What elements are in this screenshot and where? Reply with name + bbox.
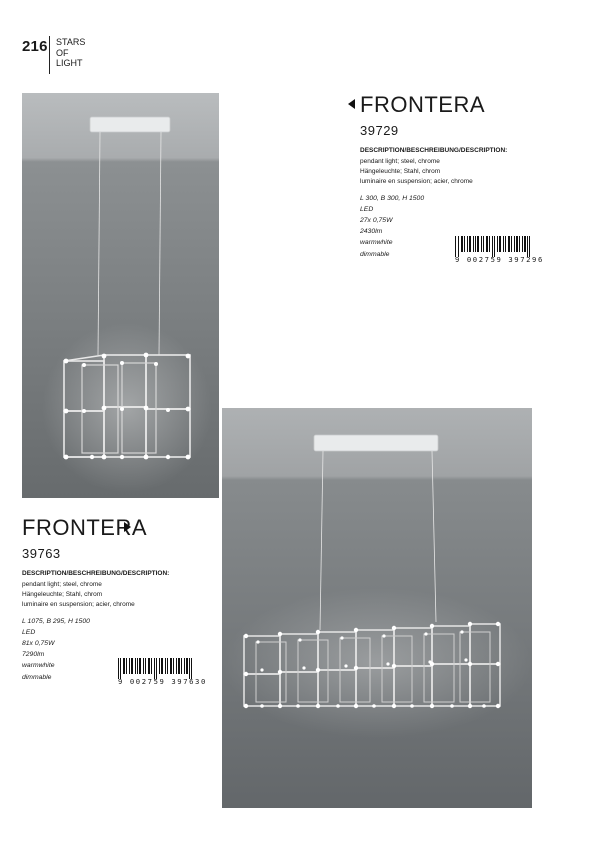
description-heading: DESCRIPTION/BESCHREIBUNG/DESCRIPTION: (22, 570, 170, 577)
spec-dimensions: L 1075, B 295, H 1500 (22, 618, 90, 625)
description-line: Hängeleuchte; Stahl, chrom (360, 168, 441, 175)
spec-light-source: LED (360, 206, 374, 213)
product-title: FRONTERA (360, 92, 485, 117)
barcode-bars-icon (455, 236, 544, 254)
product-sku: 39763 (22, 546, 61, 561)
description-heading: DESCRIPTION/BESCHREIBUNG/DESCRIPTION: (360, 147, 508, 154)
spec-wattage: 27x 0,75W (360, 217, 393, 224)
pendant-linear-illustration (222, 408, 532, 808)
barcode-digits: 9 002759 397296 (455, 255, 544, 264)
spec-wattage: 81x 0,75W (22, 640, 55, 647)
barcode (118, 658, 207, 686)
section-title-line: OF (56, 47, 69, 58)
page-number: 216 (22, 38, 48, 55)
header-divider (49, 36, 50, 74)
barcode (455, 236, 544, 264)
section-title-line: LIGHT (56, 58, 83, 68)
barcode-digits: 9 002759 397630 (118, 677, 207, 686)
section-title-line: STARS (56, 37, 86, 47)
spec-lumen: 2430lm (360, 228, 383, 235)
description-line: pendant light; steel, chrome (22, 581, 102, 588)
description-line: luminaire en suspension; acier, chrome (22, 601, 135, 608)
product-title: FRONTERA (22, 515, 147, 540)
spec-color-temp: warmwhite (22, 662, 55, 669)
barcode-bars-icon (118, 658, 207, 676)
description-line: luminaire en suspension; acier, chrome (360, 178, 473, 185)
spec-lumen: 7290lm (22, 651, 45, 658)
spec-color-temp: warmwhite (360, 239, 393, 246)
description-line: Hängeleuchte; Stahl, chrom (22, 591, 103, 598)
product-sku: 39729 (360, 123, 399, 138)
spec-dimensions: L 300, B 300, H 1500 (360, 195, 425, 202)
spec-dimmable: dimmable (22, 674, 52, 681)
product-photo-39763 (222, 408, 532, 808)
section-title (56, 37, 85, 69)
arrow-left-icon (348, 99, 355, 109)
description-line: pendant light; steel, chrome (360, 158, 440, 165)
pendant-cube-illustration (22, 93, 219, 498)
arrow-right-icon (124, 522, 131, 532)
spec-light-source: LED (22, 629, 36, 636)
product-photo-39729 (22, 93, 219, 498)
spec-dimmable: dimmable (360, 251, 390, 258)
